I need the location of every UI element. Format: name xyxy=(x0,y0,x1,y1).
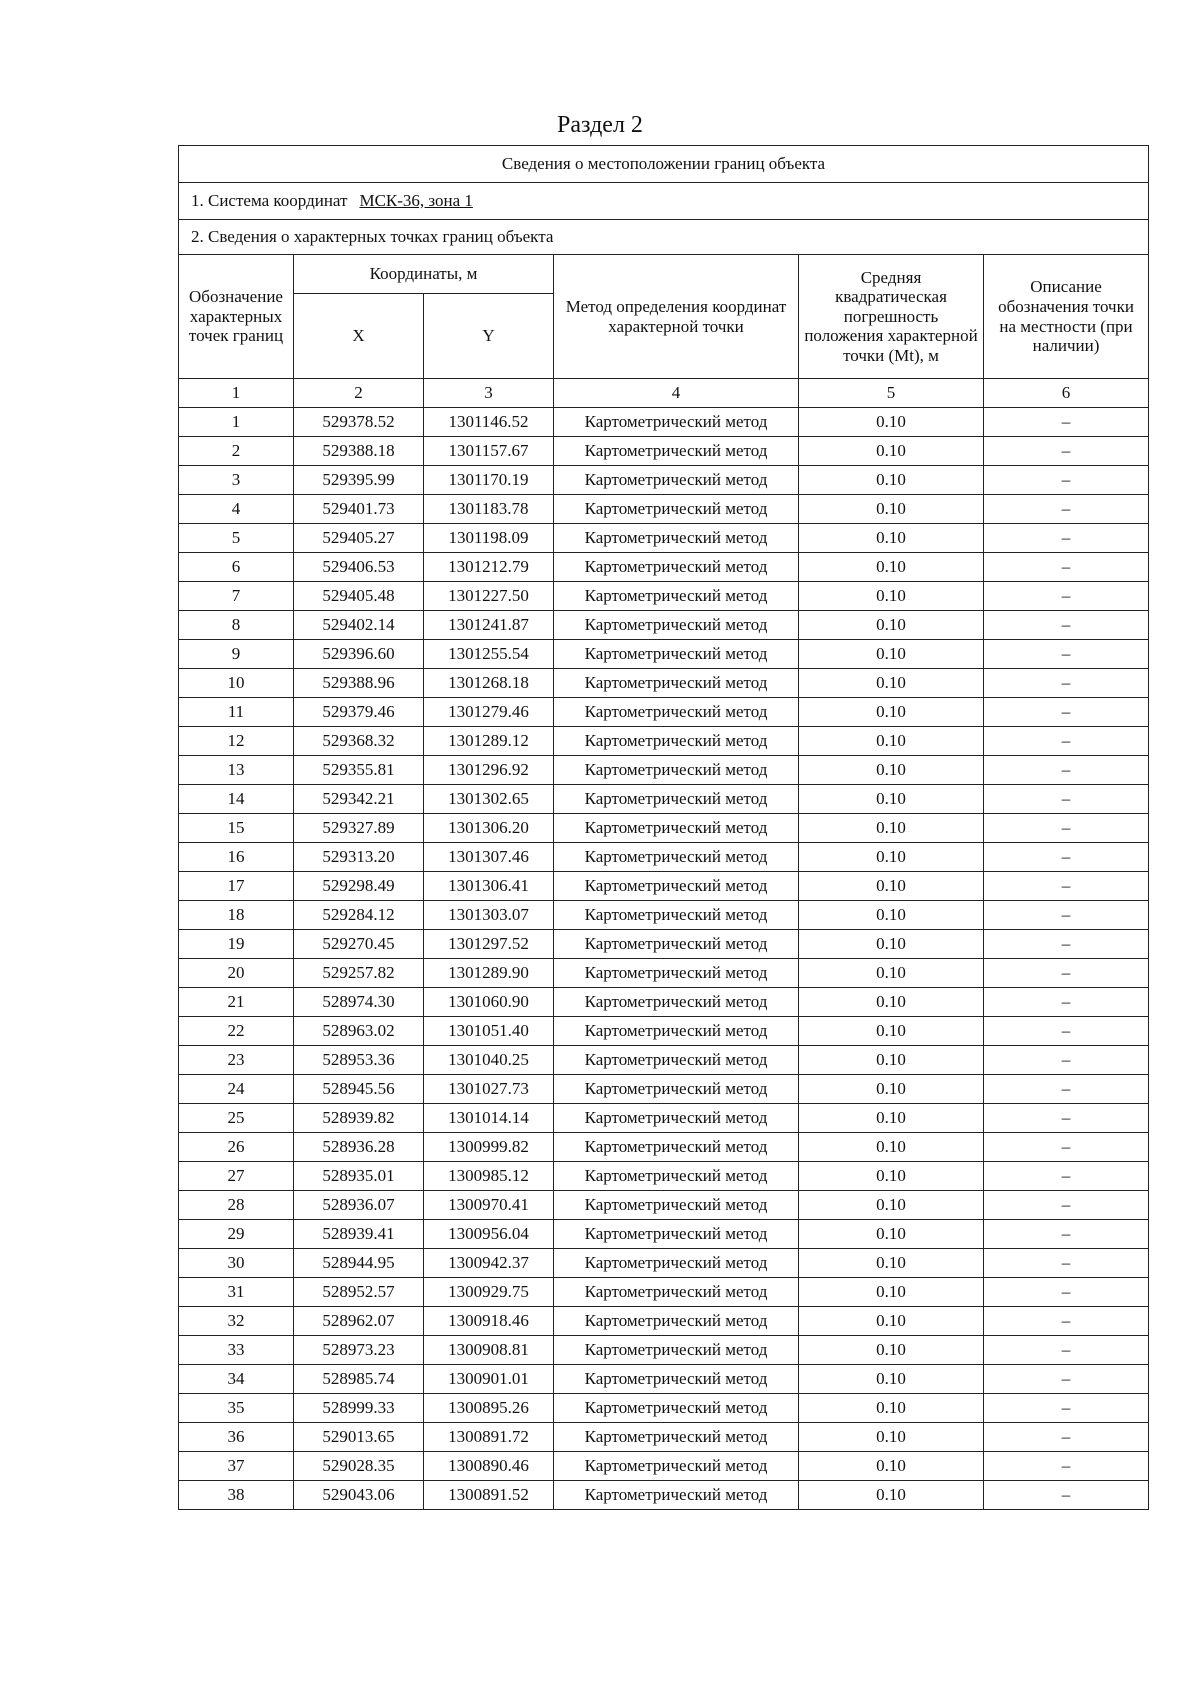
method-cell: Картометрический метод xyxy=(554,640,799,669)
point-number-cell: 8 xyxy=(179,611,294,640)
point-number-cell: 11 xyxy=(179,698,294,727)
method-cell: Картометрический метод xyxy=(554,1133,799,1162)
y-coordinate-cell: 1301157.67 xyxy=(424,437,554,466)
point-number-cell: 5 xyxy=(179,524,294,553)
description-cell: – xyxy=(984,843,1149,872)
table-row xyxy=(179,959,1149,988)
method-cell: Картометрический метод xyxy=(554,495,799,524)
description-cell: – xyxy=(984,408,1149,437)
description-cell: – xyxy=(984,1336,1149,1365)
point-number-cell: 35 xyxy=(179,1394,294,1423)
method-cell: Картометрический метод xyxy=(554,1336,799,1365)
x-coordinate-cell: 529270.45 xyxy=(294,930,424,959)
y-coordinate-cell: 1300918.46 xyxy=(424,1307,554,1336)
point-number-cell: 31 xyxy=(179,1278,294,1307)
mt-error-cell: 0.10 xyxy=(799,930,984,959)
x-coordinate-cell: 529342.21 xyxy=(294,785,424,814)
mt-error-cell: 0.10 xyxy=(799,727,984,756)
table-row xyxy=(179,901,1149,930)
point-number-cell: 10 xyxy=(179,669,294,698)
method-cell: Картометрический метод xyxy=(554,1481,799,1510)
mt-error-cell: 0.10 xyxy=(799,1481,984,1510)
method-cell: Картометрический метод xyxy=(554,1220,799,1249)
x-coordinate-cell: 528974.30 xyxy=(294,988,424,1017)
table-row xyxy=(179,1162,1149,1191)
point-number-cell: 19 xyxy=(179,930,294,959)
table-row xyxy=(179,1423,1149,1452)
table-row xyxy=(179,524,1149,553)
table-row xyxy=(179,1046,1149,1075)
table-row xyxy=(179,582,1149,611)
y-coordinate-cell: 1301146.52 xyxy=(424,408,554,437)
section-title: Раздел 2 xyxy=(557,112,643,138)
table-row xyxy=(179,495,1149,524)
point-number-cell: 20 xyxy=(179,959,294,988)
description-cell: – xyxy=(984,988,1149,1017)
y-coordinate-cell: 1301212.79 xyxy=(424,553,554,582)
col-x-header: X xyxy=(294,294,424,379)
mt-error-cell: 0.10 xyxy=(799,669,984,698)
table-row xyxy=(179,553,1149,582)
method-cell: Картометрический метод xyxy=(554,959,799,988)
description-cell: – xyxy=(984,611,1149,640)
method-cell: Картометрический метод xyxy=(554,1394,799,1423)
x-coordinate-cell: 528944.95 xyxy=(294,1249,424,1278)
y-coordinate-cell: 1301296.92 xyxy=(424,756,554,785)
table-row xyxy=(179,1336,1149,1365)
description-cell: – xyxy=(984,901,1149,930)
point-number-cell: 18 xyxy=(179,901,294,930)
x-coordinate-cell: 529257.82 xyxy=(294,959,424,988)
mt-error-cell: 0.10 xyxy=(799,1046,984,1075)
description-cell: – xyxy=(984,814,1149,843)
mt-error-cell: 0.10 xyxy=(799,756,984,785)
table-row xyxy=(179,1075,1149,1104)
x-coordinate-cell: 529405.48 xyxy=(294,582,424,611)
description-cell: – xyxy=(984,1307,1149,1336)
mt-error-cell: 0.10 xyxy=(799,466,984,495)
col-error-header: Средняя квадратическая погрешность положения характерной точки (Mt), м xyxy=(799,255,984,379)
description-cell: – xyxy=(984,524,1149,553)
table-row xyxy=(179,1278,1149,1307)
point-number-cell: 16 xyxy=(179,843,294,872)
point-number-cell: 21 xyxy=(179,988,294,1017)
column-number: 2 xyxy=(294,379,424,408)
description-cell: – xyxy=(984,495,1149,524)
x-coordinate-cell: 529395.99 xyxy=(294,466,424,495)
header-row-coord-system xyxy=(179,183,1149,220)
x-coordinate-cell: 529298.49 xyxy=(294,872,424,901)
description-cell: – xyxy=(984,959,1149,988)
table-row xyxy=(179,1307,1149,1336)
y-coordinate-cell: 1301306.20 xyxy=(424,814,554,843)
description-cell: – xyxy=(984,1394,1149,1423)
table-row xyxy=(179,843,1149,872)
method-cell: Картометрический метод xyxy=(554,1452,799,1481)
mt-error-cell: 0.10 xyxy=(799,1452,984,1481)
table-row xyxy=(179,1191,1149,1220)
mt-error-cell: 0.10 xyxy=(799,495,984,524)
method-cell: Картометрический метод xyxy=(554,872,799,901)
point-number-cell: 37 xyxy=(179,1452,294,1481)
mt-error-cell: 0.10 xyxy=(799,1191,984,1220)
y-coordinate-cell: 1301289.12 xyxy=(424,727,554,756)
point-number-cell: 3 xyxy=(179,466,294,495)
point-number-cell: 38 xyxy=(179,1481,294,1510)
point-number-cell: 15 xyxy=(179,814,294,843)
mt-error-cell: 0.10 xyxy=(799,785,984,814)
y-coordinate-cell: 1300956.04 xyxy=(424,1220,554,1249)
column-number: 1 xyxy=(179,379,294,408)
description-cell: – xyxy=(984,1278,1149,1307)
description-cell: – xyxy=(984,1365,1149,1394)
method-cell: Картометрический метод xyxy=(554,1075,799,1104)
x-coordinate-cell: 529368.32 xyxy=(294,727,424,756)
points-table-body xyxy=(179,408,1149,1510)
header-row-section xyxy=(179,146,1149,183)
point-number-cell: 29 xyxy=(179,1220,294,1249)
x-coordinate-cell: 529388.96 xyxy=(294,669,424,698)
point-number-cell: 32 xyxy=(179,1307,294,1336)
mt-error-cell: 0.10 xyxy=(799,640,984,669)
y-coordinate-cell: 1300895.26 xyxy=(424,1394,554,1423)
method-cell: Картометрический метод xyxy=(554,698,799,727)
x-coordinate-cell: 529402.14 xyxy=(294,611,424,640)
method-cell: Картометрический метод xyxy=(554,785,799,814)
table-row xyxy=(179,756,1149,785)
mt-error-cell: 0.10 xyxy=(799,1307,984,1336)
y-coordinate-cell: 1301183.78 xyxy=(424,495,554,524)
x-coordinate-cell: 528962.07 xyxy=(294,1307,424,1336)
mt-error-cell: 0.10 xyxy=(799,1249,984,1278)
point-number-cell: 12 xyxy=(179,727,294,756)
table-row xyxy=(179,1365,1149,1394)
x-coordinate-cell: 529313.20 xyxy=(294,843,424,872)
location-header: Сведения о местоположении границ объекта xyxy=(179,146,1149,183)
y-coordinate-cell: 1301051.40 xyxy=(424,1017,554,1046)
mt-error-cell: 0.10 xyxy=(799,988,984,1017)
y-coordinate-cell: 1301306.41 xyxy=(424,872,554,901)
x-coordinate-cell: 528939.82 xyxy=(294,1104,424,1133)
y-coordinate-cell: 1301198.09 xyxy=(424,524,554,553)
description-cell: – xyxy=(984,1046,1149,1075)
y-coordinate-cell: 1300985.12 xyxy=(424,1162,554,1191)
method-cell: Картометрический метод xyxy=(554,582,799,611)
table-row xyxy=(179,611,1149,640)
mt-error-cell: 0.10 xyxy=(799,1133,984,1162)
method-cell: Картометрический метод xyxy=(554,930,799,959)
y-coordinate-cell: 1301170.19 xyxy=(424,466,554,495)
x-coordinate-cell: 528953.36 xyxy=(294,1046,424,1075)
table-row xyxy=(179,1220,1149,1249)
y-coordinate-cell: 1301255.54 xyxy=(424,640,554,669)
mt-error-cell: 0.10 xyxy=(799,1104,984,1133)
point-number-cell: 22 xyxy=(179,1017,294,1046)
mt-error-cell: 0.10 xyxy=(799,611,984,640)
mt-error-cell: 0.10 xyxy=(799,1423,984,1452)
table-row xyxy=(179,1133,1149,1162)
method-cell: Картометрический метод xyxy=(554,437,799,466)
x-coordinate-cell: 529401.73 xyxy=(294,495,424,524)
method-cell: Картометрический метод xyxy=(554,1249,799,1278)
x-coordinate-cell: 529378.52 xyxy=(294,408,424,437)
description-cell: – xyxy=(984,1191,1149,1220)
method-cell: Картометрический метод xyxy=(554,1046,799,1075)
table-row xyxy=(179,698,1149,727)
column-number: 4 xyxy=(554,379,799,408)
y-coordinate-cell: 1301302.65 xyxy=(424,785,554,814)
point-number-cell: 26 xyxy=(179,1133,294,1162)
table-row xyxy=(179,1249,1149,1278)
col-method-header: Метод определения координат характерной точки xyxy=(554,255,799,379)
y-coordinate-cell: 1301297.52 xyxy=(424,930,554,959)
description-cell: – xyxy=(984,1017,1149,1046)
y-coordinate-cell: 1300970.41 xyxy=(424,1191,554,1220)
y-coordinate-cell: 1300908.81 xyxy=(424,1336,554,1365)
x-coordinate-cell: 529013.65 xyxy=(294,1423,424,1452)
column-number: 6 xyxy=(984,379,1149,408)
description-cell: – xyxy=(984,1220,1149,1249)
table-row xyxy=(179,988,1149,1017)
point-number-cell: 9 xyxy=(179,640,294,669)
column-number-row xyxy=(179,379,1149,408)
mt-error-cell: 0.10 xyxy=(799,1075,984,1104)
y-coordinate-cell: 1301307.46 xyxy=(424,843,554,872)
description-cell: – xyxy=(984,1452,1149,1481)
description-cell: – xyxy=(984,1075,1149,1104)
y-coordinate-cell: 1301241.87 xyxy=(424,611,554,640)
col-coordinates-header: Координаты, м xyxy=(294,255,554,294)
point-number-cell: 28 xyxy=(179,1191,294,1220)
coord-system-value: МСК-36, зона 1 xyxy=(359,190,473,210)
table-row xyxy=(179,466,1149,495)
x-coordinate-cell: 528985.74 xyxy=(294,1365,424,1394)
table-row xyxy=(179,1394,1149,1423)
description-cell: – xyxy=(984,669,1149,698)
method-cell: Картометрический метод xyxy=(554,1278,799,1307)
x-coordinate-cell: 529379.46 xyxy=(294,698,424,727)
x-coordinate-cell: 529405.27 xyxy=(294,524,424,553)
y-coordinate-cell: 1300891.72 xyxy=(424,1423,554,1452)
mt-error-cell: 0.10 xyxy=(799,553,984,582)
x-coordinate-cell: 528999.33 xyxy=(294,1394,424,1423)
table-row xyxy=(179,640,1149,669)
method-cell: Картометрический метод xyxy=(554,553,799,582)
method-cell: Картометрический метод xyxy=(554,814,799,843)
mt-error-cell: 0.10 xyxy=(799,1162,984,1191)
method-cell: Картометрический метод xyxy=(554,669,799,698)
y-coordinate-cell: 1301014.14 xyxy=(424,1104,554,1133)
table-row xyxy=(179,669,1149,698)
x-coordinate-cell: 528963.02 xyxy=(294,1017,424,1046)
method-cell: Картометрический метод xyxy=(554,843,799,872)
point-number-cell: 23 xyxy=(179,1046,294,1075)
point-number-cell: 13 xyxy=(179,756,294,785)
table-row xyxy=(179,727,1149,756)
mt-error-cell: 0.10 xyxy=(799,524,984,553)
mt-error-cell: 0.10 xyxy=(799,1278,984,1307)
table-row xyxy=(179,1481,1149,1510)
mt-error-cell: 0.10 xyxy=(799,1365,984,1394)
description-cell: – xyxy=(984,466,1149,495)
x-coordinate-cell: 529388.18 xyxy=(294,437,424,466)
point-number-cell: 33 xyxy=(179,1336,294,1365)
x-coordinate-cell: 529355.81 xyxy=(294,756,424,785)
y-coordinate-cell: 1301227.50 xyxy=(424,582,554,611)
table-row xyxy=(179,408,1149,437)
x-coordinate-cell: 528952.57 xyxy=(294,1278,424,1307)
mt-error-cell: 0.10 xyxy=(799,901,984,930)
point-number-cell: 2 xyxy=(179,437,294,466)
y-coordinate-cell: 1300999.82 xyxy=(424,1133,554,1162)
method-cell: Картометрический метод xyxy=(554,1365,799,1394)
table-row xyxy=(179,872,1149,901)
description-cell: – xyxy=(984,785,1149,814)
description-cell: – xyxy=(984,437,1149,466)
coord-system-cell xyxy=(179,183,1149,220)
method-cell: Картометрический метод xyxy=(554,1307,799,1336)
point-number-cell: 30 xyxy=(179,1249,294,1278)
table-row xyxy=(179,437,1149,466)
description-cell: – xyxy=(984,727,1149,756)
y-coordinate-cell: 1301303.07 xyxy=(424,901,554,930)
method-cell: Картометрический метод xyxy=(554,901,799,930)
description-cell: – xyxy=(984,1104,1149,1133)
description-cell: – xyxy=(984,756,1149,785)
x-coordinate-cell: 528973.23 xyxy=(294,1336,424,1365)
method-cell: Картометрический метод xyxy=(554,1423,799,1452)
method-cell: Картометрический метод xyxy=(554,408,799,437)
mt-error-cell: 0.10 xyxy=(799,437,984,466)
col-designation-header: Обозначение характерных точек границ xyxy=(179,255,294,379)
x-coordinate-cell: 529406.53 xyxy=(294,553,424,582)
y-coordinate-cell: 1300891.52 xyxy=(424,1481,554,1510)
point-number-cell: 14 xyxy=(179,785,294,814)
point-number-cell: 27 xyxy=(179,1162,294,1191)
description-cell: – xyxy=(984,698,1149,727)
mt-error-cell: 0.10 xyxy=(799,1336,984,1365)
table-row xyxy=(179,814,1149,843)
point-number-cell: 36 xyxy=(179,1423,294,1452)
method-cell: Картометрический метод xyxy=(554,727,799,756)
column-number: 3 xyxy=(424,379,554,408)
mt-error-cell: 0.10 xyxy=(799,582,984,611)
x-coordinate-cell: 529043.06 xyxy=(294,1481,424,1510)
method-cell: Картометрический метод xyxy=(554,988,799,1017)
method-cell: Картометрический метод xyxy=(554,1017,799,1046)
x-coordinate-cell: 529396.60 xyxy=(294,640,424,669)
coord-system-label: 1. Система координат xyxy=(191,190,348,210)
y-coordinate-cell: 1301040.25 xyxy=(424,1046,554,1075)
mt-error-cell: 0.10 xyxy=(799,408,984,437)
method-cell: Картометрический метод xyxy=(554,1104,799,1133)
col-y-header: Y xyxy=(424,294,554,379)
method-cell: Картометрический метод xyxy=(554,524,799,553)
y-coordinate-cell: 1301268.18 xyxy=(424,669,554,698)
point-number-cell: 17 xyxy=(179,872,294,901)
point-number-cell: 34 xyxy=(179,1365,294,1394)
description-cell: – xyxy=(984,930,1149,959)
description-cell: – xyxy=(984,1249,1149,1278)
column-number: 5 xyxy=(799,379,984,408)
mt-error-cell: 0.10 xyxy=(799,959,984,988)
y-coordinate-cell: 1300901.01 xyxy=(424,1365,554,1394)
x-coordinate-cell: 528936.07 xyxy=(294,1191,424,1220)
description-cell: – xyxy=(984,582,1149,611)
mt-error-cell: 0.10 xyxy=(799,1394,984,1423)
x-coordinate-cell: 529284.12 xyxy=(294,901,424,930)
point-number-cell: 1 xyxy=(179,408,294,437)
table-row xyxy=(179,930,1149,959)
mt-error-cell: 0.10 xyxy=(799,1017,984,1046)
method-cell: Картометрический метод xyxy=(554,611,799,640)
y-coordinate-cell: 1301060.90 xyxy=(424,988,554,1017)
mt-error-cell: 0.10 xyxy=(799,843,984,872)
column-header-row-1 xyxy=(179,255,1149,294)
y-coordinate-cell: 1301289.90 xyxy=(424,959,554,988)
method-cell: Картометрический метод xyxy=(554,756,799,785)
description-cell: – xyxy=(984,640,1149,669)
description-cell: – xyxy=(984,872,1149,901)
method-cell: Картометрический метод xyxy=(554,1191,799,1220)
table-row xyxy=(179,1104,1149,1133)
x-coordinate-cell: 529327.89 xyxy=(294,814,424,843)
mt-error-cell: 0.10 xyxy=(799,1220,984,1249)
mt-error-cell: 0.10 xyxy=(799,872,984,901)
point-number-cell: 7 xyxy=(179,582,294,611)
y-coordinate-cell: 1301279.46 xyxy=(424,698,554,727)
point-number-cell: 25 xyxy=(179,1104,294,1133)
description-cell: – xyxy=(984,1133,1149,1162)
method-cell: Картометрический метод xyxy=(554,466,799,495)
point-number-cell: 24 xyxy=(179,1075,294,1104)
x-coordinate-cell: 529028.35 xyxy=(294,1452,424,1481)
x-coordinate-cell: 528945.56 xyxy=(294,1075,424,1104)
y-coordinate-cell: 1300929.75 xyxy=(424,1278,554,1307)
x-coordinate-cell: 528936.28 xyxy=(294,1133,424,1162)
description-cell: – xyxy=(984,553,1149,582)
description-cell: – xyxy=(984,1162,1149,1191)
mt-error-cell: 0.10 xyxy=(799,698,984,727)
description-cell: – xyxy=(984,1481,1149,1510)
x-coordinate-cell: 528935.01 xyxy=(294,1162,424,1191)
y-coordinate-cell: 1300942.37 xyxy=(424,1249,554,1278)
table-row xyxy=(179,785,1149,814)
table-row xyxy=(179,1452,1149,1481)
points-title: 2. Сведения о характерных точках границ объекта xyxy=(179,220,1149,255)
y-coordinate-cell: 1300890.46 xyxy=(424,1452,554,1481)
point-number-cell: 6 xyxy=(179,553,294,582)
y-coordinate-cell: 1301027.73 xyxy=(424,1075,554,1104)
table-row xyxy=(179,1017,1149,1046)
header-row-points-title xyxy=(179,220,1149,255)
mt-error-cell: 0.10 xyxy=(799,814,984,843)
col-description-header: Описание обозначения точки на местности (при наличии) xyxy=(984,255,1149,379)
description-cell: – xyxy=(984,1423,1149,1452)
x-coordinate-cell: 528939.41 xyxy=(294,1220,424,1249)
point-number-cell: 4 xyxy=(179,495,294,524)
method-cell: Картометрический метод xyxy=(554,1162,799,1191)
boundary-points-table xyxy=(178,145,1149,1510)
